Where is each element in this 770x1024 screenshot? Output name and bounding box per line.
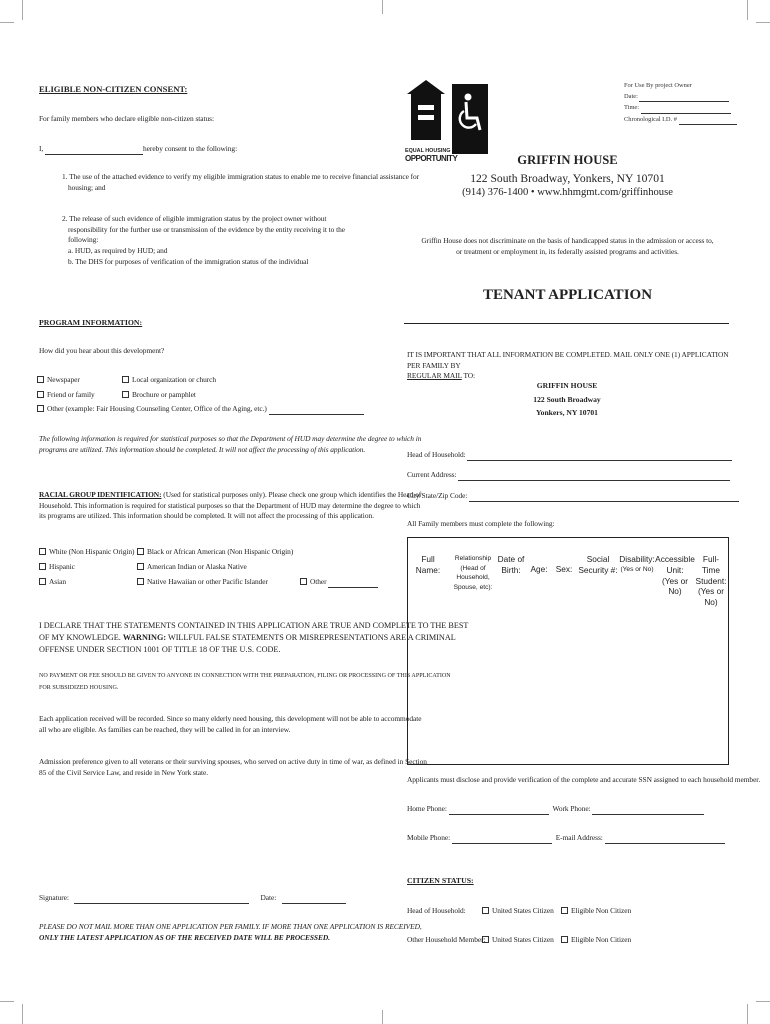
nondiscrimination-note: Griffin House does not discriminate on the basis of handicapped status in the admission or access to, or treatment or employment in, its federally assisted programs and activities. — [421, 236, 714, 256]
other-source-field[interactable] — [269, 406, 364, 415]
checkbox[interactable] — [122, 376, 129, 383]
race-black[interactable]: Black or African American (Non Hispanic Origin) — [137, 547, 293, 558]
mailing-address: GRIFFIN HOUSE 122 South Broadway Yonkers, NY 10701 — [533, 381, 601, 418]
each-application-note: Each application received will be recorded. Since so many elderly need housing, this development will not be able to accommodate all who are eligible. As families can be reached, they will be called in for an interview. — [39, 714, 422, 734]
admission-preference: Admission preference given to all veterans or their surviving spouses, who served on active duty in time of war, as defined in Section 85 of the Civil Service Law, and reside in New York state. — [39, 757, 427, 777]
email-field[interactable] — [605, 835, 725, 844]
mail-warning: PLEASE DO NOT MAIL MORE THAN ONE APPLICATION PER FAMILY. IF MORE THAN ONE APPLICATION IS RECEIVED, ONLY THE LATEST APPLICATION AS OF THE RECEIVED DATE WILL BE PROCESSED. — [39, 922, 422, 942]
city-row: City/State/Zip Code: — [407, 491, 739, 502]
statistical-note: The following information is required for statistical purposes so that the Department of HUD may determine the degree to which in programs are utilized. This information should be completed. It will not affect the processing of this application. — [39, 434, 422, 454]
owner-time-field[interactable] — [641, 107, 731, 114]
checkbox[interactable] — [39, 578, 46, 585]
chrono-id-field[interactable] — [679, 118, 737, 125]
opt-brochure[interactable]: Brochure or pamphlet — [122, 390, 196, 401]
signature-row: Signature: Date: — [39, 893, 346, 904]
consent-intro: For family members who declare eligible non-citizen status: — [39, 114, 214, 123]
crop-mark — [22, 0, 23, 20]
contact-row: Mobile Phone: E-mail Address: — [407, 833, 725, 844]
crop-mark — [382, 1010, 383, 1024]
program-heading: PROGRAM INFORMATION: — [39, 318, 143, 327]
owner-box: For Use By project Owner Date: Time: Chronological I.D. # — [624, 80, 737, 125]
checkbox[interactable] — [37, 376, 44, 383]
ssn-note: Applicants must disclose and provide verification of the complete and accurate SSN assigned to each household member. — [407, 775, 761, 784]
col-age: Age: — [530, 564, 548, 574]
cs-other-label: Other Household Member: — [407, 935, 486, 944]
racial-heading: RACIAL GROUP IDENTIFICATION: — [39, 490, 162, 499]
crop-mark — [382, 0, 383, 14]
race-other-field[interactable] — [328, 579, 378, 588]
crop-mark — [747, 1004, 748, 1024]
property-address: 122 South Broadway, Yonkers, NY 10701 — [470, 172, 665, 185]
col-disability: Disability: (Yes or No) — [619, 554, 655, 573]
members-note: All Family members must complete the following: — [407, 519, 555, 528]
home-phone-field[interactable] — [449, 806, 549, 815]
head-of-household-field[interactable] — [467, 452, 732, 461]
checkbox[interactable] — [39, 563, 46, 570]
important-note: IT IS IMPORTANT THAT ALL INFORMATION BE COMPLETED. MAIL ONLY ONE (1) APPLICATION PER FAMILY BY REGULAR MAIL TO: — [407, 350, 729, 381]
checkbox[interactable] — [561, 907, 568, 914]
checkbox[interactable] — [37, 405, 44, 412]
crop-mark — [0, 22, 14, 23]
signature-field[interactable] — [74, 895, 249, 904]
equal-housing-logo: EQUAL HOUSING OPPORTUNITY — [405, 78, 447, 162]
consenter-name-field[interactable] — [45, 146, 143, 155]
family-members-table[interactable] — [407, 537, 729, 765]
city-state-zip-field[interactable] — [469, 493, 739, 502]
property-header — [400, 153, 735, 198]
consent-item-2: 2. The release of such evidence of eligible immigration status by the project owner without responsibility for the further use or transmission of the evidence by the entity receiving it to the following: a. HUD, as required by HUD; and b. The DHS for purposes of verification of the immigration status of the individual — [62, 214, 346, 266]
checkbox[interactable] — [137, 578, 144, 585]
work-phone-field[interactable] — [592, 806, 704, 815]
col-relationship: Relationship (Head of Household, Spouse, etc): — [453, 555, 493, 591]
consent-item-1: 1. The use of the attached evidence to verify my eligible immigration status to enable me to receive financial assistance for housing; and — [62, 172, 420, 192]
checkbox[interactable] — [300, 578, 307, 585]
race-other[interactable]: Other — [300, 577, 378, 588]
checkbox[interactable] — [137, 548, 144, 555]
title-divider — [404, 323, 729, 324]
crop-mark — [0, 1001, 14, 1002]
cs-head-eligible[interactable]: Eligible Non Citizen — [561, 906, 631, 917]
declaration: I DECLARE THAT THE STATEMENTS CONTAINED IN THIS APPLICATION ARE TRUE AND COMPLETE TO THE BEST OF MY KNOWLEDGE. WARNING: WILLFUL FALSE STATEMENTS OR MISREPRESENTATIONS ARE A CRIMINAL OFFENSE UNDER SECTION 1001 OF TITLE 18 OF THE U.S. CODE. — [39, 621, 469, 654]
col-dob: Date of Birth: — [497, 554, 525, 575]
head-row: Head of Household: — [407, 450, 732, 461]
page-title: TENANT APPLICATION — [482, 287, 653, 303]
cs-other-eligible[interactable]: Eligible Non Citizen — [561, 935, 631, 946]
opt-newspaper[interactable]: Newspaper — [37, 375, 80, 386]
checkbox[interactable] — [37, 391, 44, 398]
checkbox[interactable] — [482, 936, 489, 943]
cs-head-us[interactable]: United States Citizen — [482, 906, 554, 917]
signature-date-field[interactable] — [282, 895, 346, 904]
owner-date-field[interactable] — [639, 95, 729, 102]
crop-mark — [756, 22, 770, 23]
col-fulltime-student: Full-Time Student: (Yes or No) — [695, 554, 727, 608]
col-accessible-unit: Accessible Unit: (Yes or No) — [655, 554, 695, 597]
col-sex: Sex: — [555, 564, 573, 574]
current-address-field[interactable] — [458, 472, 730, 481]
checkbox[interactable] — [39, 548, 46, 555]
race-native-am[interactable]: American Indian or Alaska Native — [137, 562, 247, 573]
phone-row: Home Phone: Work Phone: — [407, 804, 704, 815]
checkbox[interactable] — [122, 391, 129, 398]
checkbox[interactable] — [137, 563, 144, 570]
race-asian[interactable]: Asian — [39, 577, 66, 588]
opt-other[interactable]: Other (example: Fair Housing Counseling Center, Office of the Aging, etc.) — [37, 404, 364, 415]
race-hispanic[interactable]: Hispanic — [39, 562, 75, 573]
consent-line: I, hereby consent to the following: — [39, 144, 238, 153]
col-ssn: Social Security #: — [578, 554, 618, 575]
cs-head-label: Head of Household: — [407, 906, 466, 915]
property-contact: (914) 376-1400 • www.hhmgmt.com/griffinhouse — [462, 187, 673, 198]
citizen-heading: CITIZEN STATUS: — [407, 876, 474, 885]
race-hawaiian[interactable]: Native Hawaiian or other Pacific Islander — [137, 577, 268, 588]
crop-mark — [22, 1004, 23, 1024]
checkbox[interactable] — [561, 936, 568, 943]
property-name: GRIFFIN HOUSE — [517, 153, 618, 167]
no-payment-note: NO PAYMENT OR FEE SHOULD BE GIVEN TO ANYONE IN CONNECTION WITH THE PREPARATION, FILING OR PROCESSING OF THIS APPLICATION FOR SUBSIDIZED HOUSING. — [39, 673, 451, 691]
address-row: Current Address: — [407, 470, 730, 481]
crop-mark — [747, 0, 748, 20]
wheelchair-icon — [452, 84, 488, 154]
checkbox[interactable] — [482, 907, 489, 914]
race-white[interactable]: White (Non Hispanic Origin) — [39, 547, 134, 558]
crop-mark — [756, 1001, 770, 1002]
col-full-name: Full Name: — [415, 554, 441, 575]
racial-section: RACIAL GROUP IDENTIFICATION: (Used for statistical purposes only). Please check one group which identifies the Head of Household. This information is required for statistical purposes so that the Department of HUD may determine the degree to which its programs are utilized. This information should be completed. It will not affect the processing of this application. — [39, 490, 422, 521]
equal-housing-icon — [405, 78, 447, 142]
mobile-phone-field[interactable] — [452, 835, 552, 844]
heard-question: How did you hear about this development? — [39, 346, 165, 355]
consent-heading: ELIGIBLE NON-CITIZEN CONSENT: — [39, 84, 188, 94]
opt-friend[interactable]: Friend or family — [37, 390, 95, 401]
opt-local-org[interactable]: Local organization or church — [122, 375, 216, 386]
cs-other-us[interactable]: United States Citizen — [482, 935, 554, 946]
